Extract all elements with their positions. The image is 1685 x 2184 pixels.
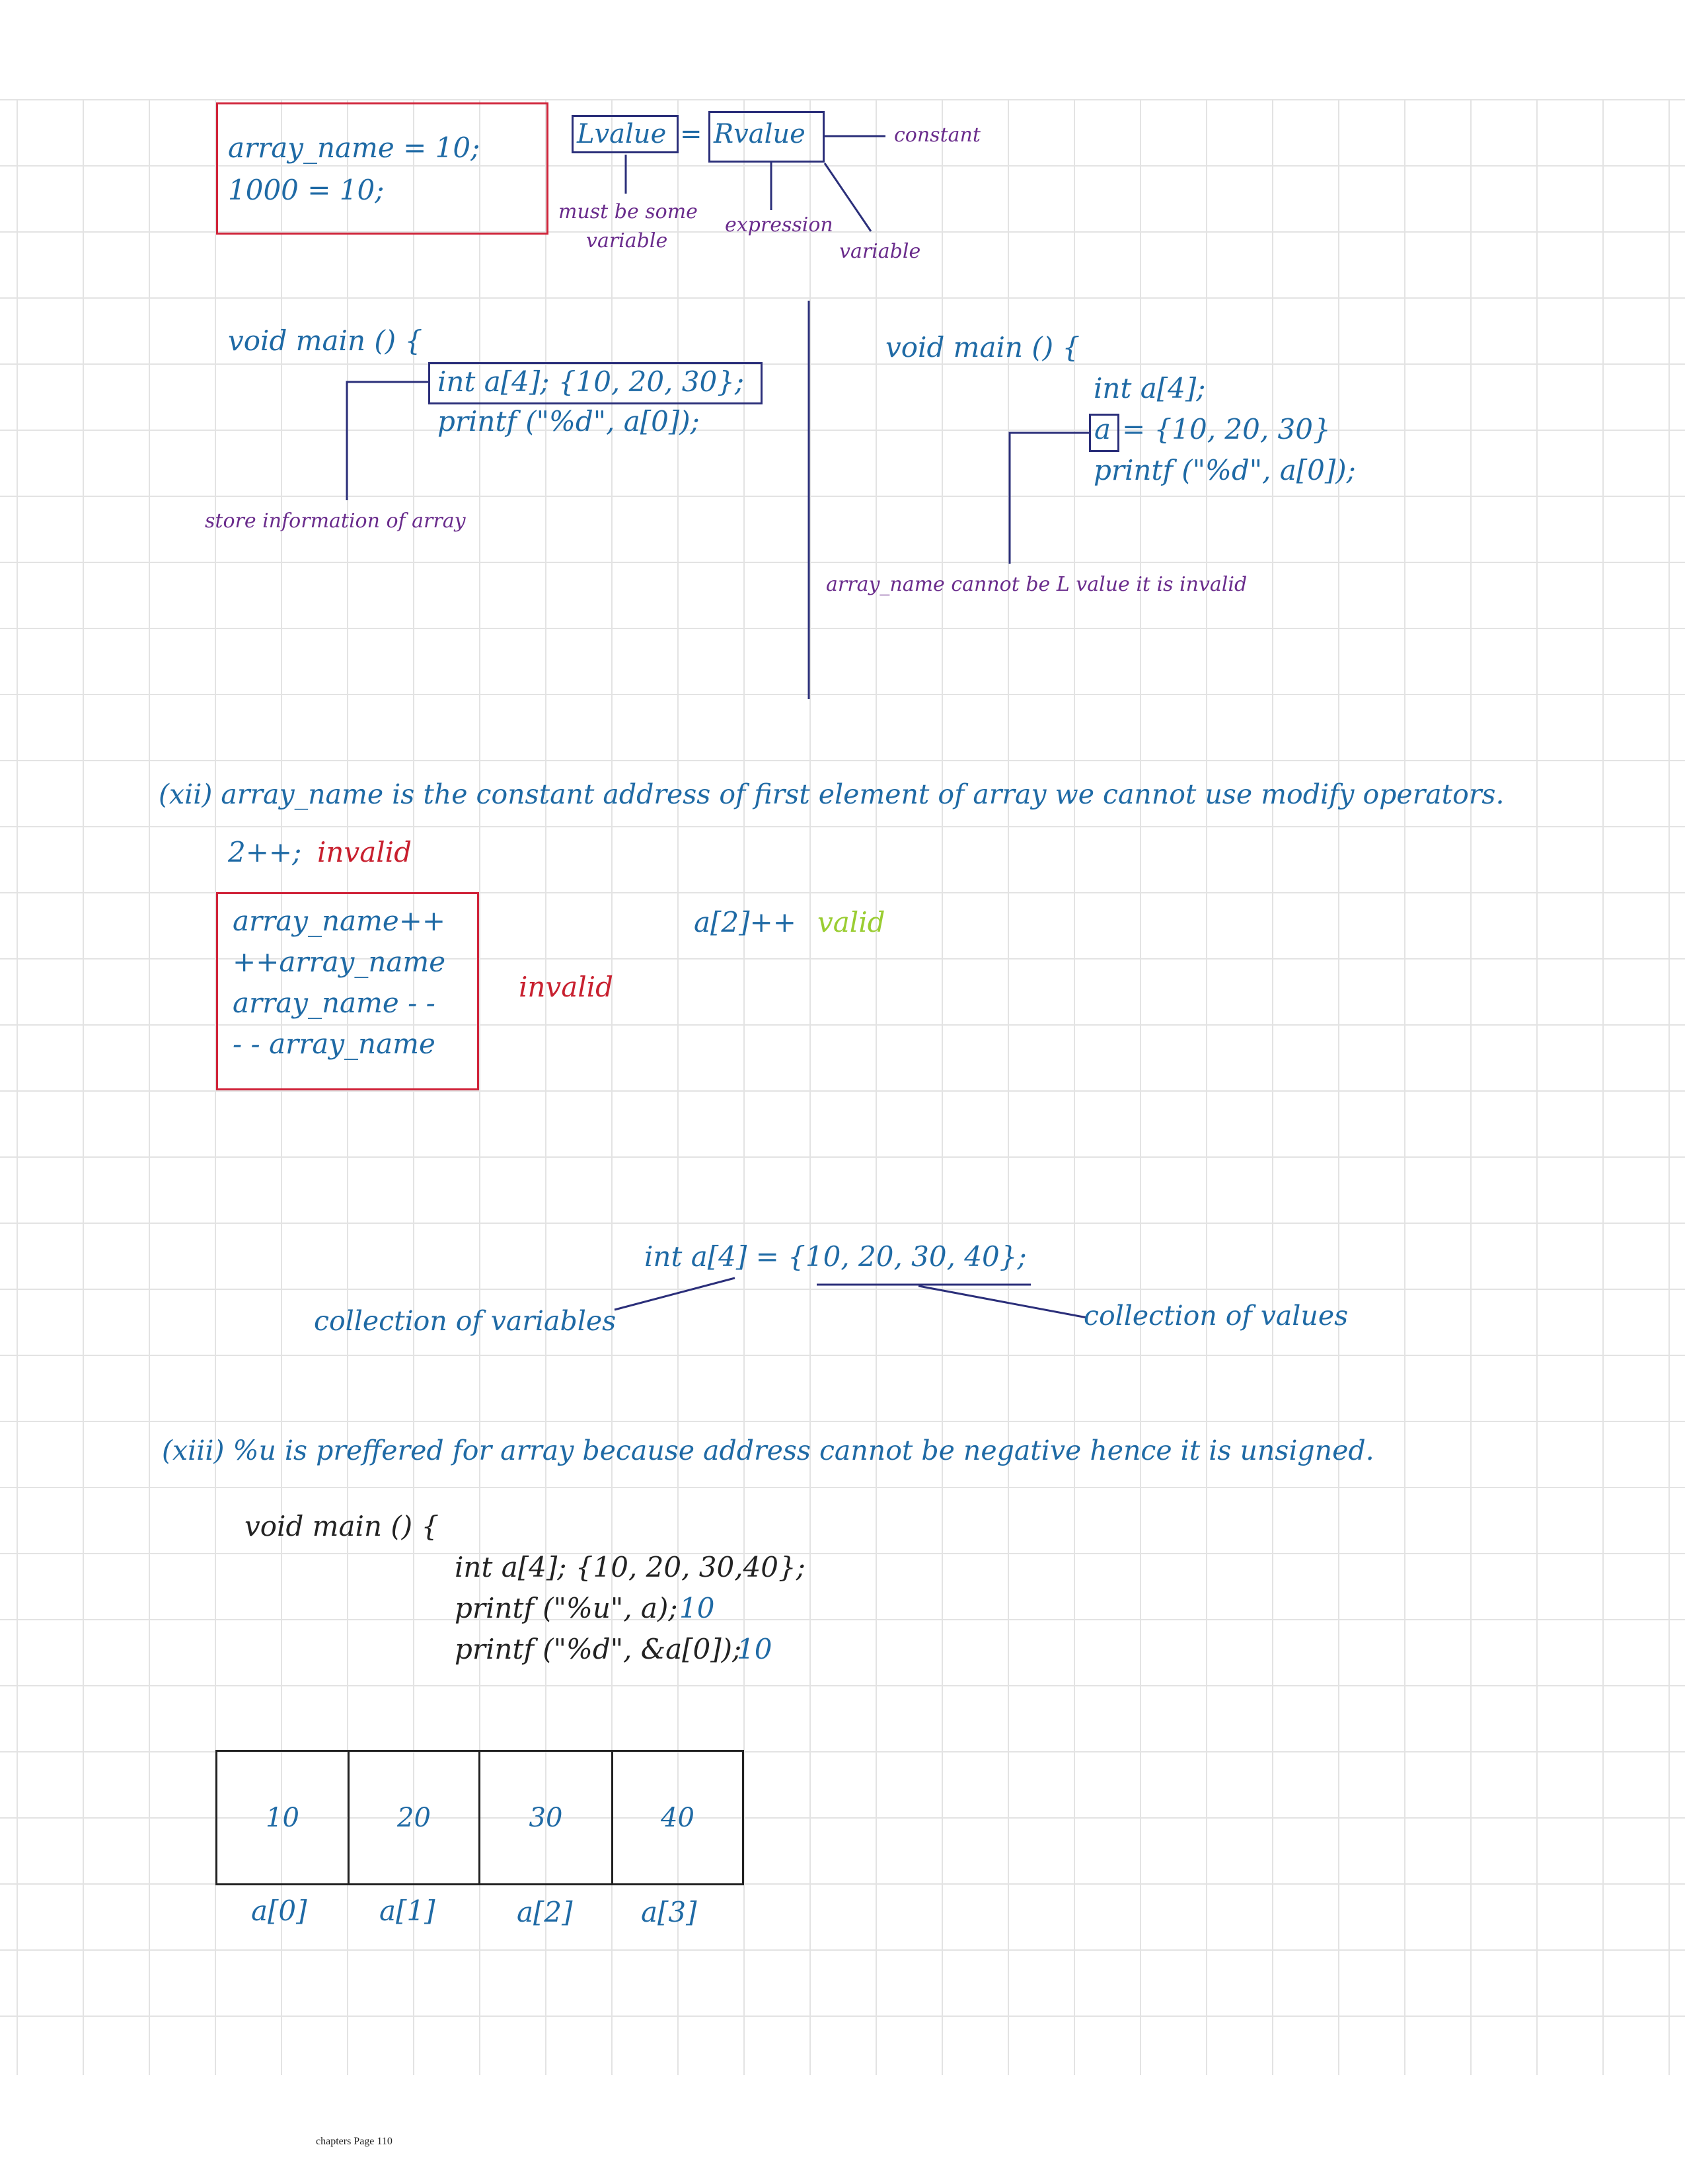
point-xii-heading: (xii) array_name is the constant address of first element of array we cannot use modify operators. [159, 778, 1505, 810]
xiii-code-line-3: printf ("%u", a); [455, 1592, 678, 1624]
modify-ops-invalid: invalid [519, 971, 614, 1003]
must-be-note-2: variable [586, 229, 668, 252]
valid-example: a[2]++ [694, 906, 796, 938]
right-code-line-1: void main () { [885, 331, 1080, 363]
expression-note: expression [725, 213, 833, 237]
example-increment: 2++; [228, 836, 302, 868]
xiii-code-line-4: printf ("%d", &a[0]); [455, 1633, 742, 1665]
array-cell-0: 10 [215, 1750, 350, 1885]
modify-op-4: - - array_name [233, 1028, 435, 1060]
left-annotation: store information of array [205, 509, 466, 533]
must-be-note-1: must be some [558, 200, 698, 223]
right-code-line-2: int a[4]; [1094, 372, 1206, 404]
modify-op-3: array_name - - [233, 987, 435, 1019]
example-invalid: invalid [317, 836, 412, 868]
modify-op-2: ++array_name [233, 946, 446, 978]
variable-note: variable [839, 240, 921, 263]
right-code-line-3-a: a [1094, 413, 1111, 445]
array-label-2: a[2] [517, 1896, 573, 1928]
array-cell-2: 30 [478, 1750, 613, 1885]
array-label-0: a[0] [251, 1895, 307, 1927]
lvalue-label: Lvalue [577, 119, 667, 149]
constant-note: constant [894, 124, 981, 147]
array-cell-1: 20 [348, 1750, 480, 1885]
equals-sign: = [680, 119, 702, 149]
right-annotation: array_name cannot be L value it is invalid [826, 573, 1248, 596]
left-code-line-2: int a[4]; {10, 20, 30}; [437, 365, 745, 398]
xiii-code-line-4-output: 10 [737, 1633, 772, 1665]
right-code-line-3-rest: = {10, 20, 30} [1122, 413, 1331, 445]
page-footer: chapters Page 110 [316, 2136, 393, 2147]
assign-line-1: array_name = 10; [228, 132, 480, 164]
array-label-1: a[1] [379, 1895, 435, 1927]
left-code-line-1: void main () { [228, 324, 423, 357]
assign-line-2: 1000 = 10; [228, 174, 385, 206]
init-statement: int a[4] = {10, 20, 30, 40}; [644, 1240, 1027, 1273]
right-code-line-4: printf ("%d", a[0]); [1094, 454, 1356, 486]
array-cell-3: 40 [611, 1750, 744, 1885]
xiii-code-line-2: int a[4]; {10, 20, 30,40}; [455, 1551, 805, 1583]
xiii-code-line-1: void main () { [244, 1510, 439, 1542]
array-label-3: a[3] [641, 1896, 697, 1928]
modify-op-1: array_name++ [233, 905, 446, 937]
invalid-assignment-box [216, 102, 548, 235]
collection-of-variables: collection of variables [314, 1305, 617, 1337]
collection-of-values: collection of values [1084, 1300, 1349, 1332]
valid-status: valid [817, 906, 885, 938]
left-code-line-3: printf ("%d", a[0]); [437, 405, 700, 437]
modify-ops-list [233, 904, 445, 1068]
rvalue-label: Rvalue [714, 119, 805, 149]
point-xiii-heading: (xiii) %u is preffered for array because address cannot be negative hence it is unsigned. [162, 1435, 1374, 1466]
xiii-code-line-3-output: 10 [679, 1592, 715, 1624]
